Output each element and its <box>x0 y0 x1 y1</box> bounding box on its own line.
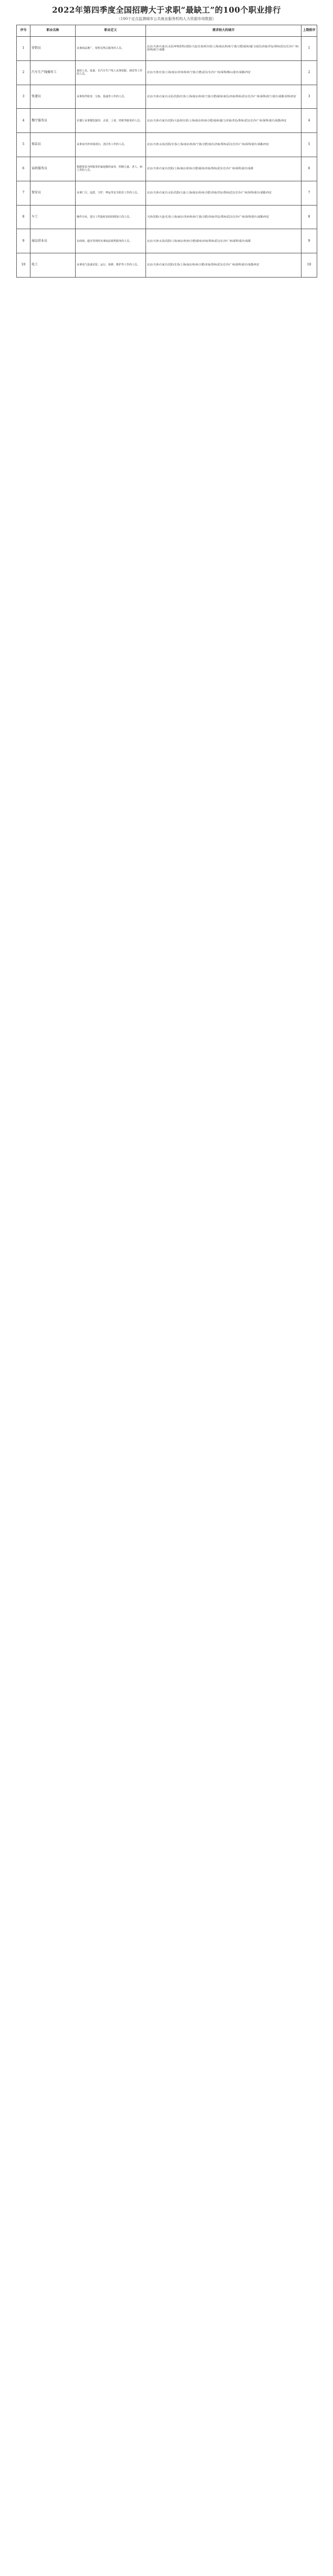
previous-rank-cell: 3 <box>301 85 317 109</box>
occupation-cell: 汽车生产线操作工 <box>30 60 76 85</box>
occupation-cell: 商品营业员 <box>30 229 76 253</box>
rank-cell: 5 <box>17 133 30 157</box>
table-row <box>17 157 317 181</box>
cities-cell: 北京/天津/长春/上海/南京/苏州/杭州/宁波/合肥/武汉/长沙/广州/深圳/佛山/重庆/成都/西安 <box>146 60 301 85</box>
page <box>0 0 333 278</box>
rank-cell: 10 <box>17 253 30 278</box>
rank-cell: 2 <box>17 60 30 85</box>
definition-cell: 在餐厅从事餐饮接待、点菜、上菜、结账等服务的人员。 <box>76 109 146 133</box>
rank-cell: 9 <box>17 229 30 253</box>
rank-cell: 7 <box>17 181 30 205</box>
table-row <box>17 85 317 109</box>
definition-cell: 从事室内外环境清扫、清洁等工作的人员。 <box>76 133 146 157</box>
previous-rank-cell: 2 <box>301 60 317 85</box>
definition-cell: 在商场、超市等场所从事商品销售服务的人员。 <box>76 229 146 253</box>
definition-cell: 操作车床，进行工件旋转表面切削加工的人员。 <box>76 205 146 229</box>
ranking-table <box>16 25 317 278</box>
cities-cell: 北京/天津/石家庄/沈阳/长春/上海/南京/杭州/合肥/济南/郑州/武汉/长沙/广州/深圳/重庆/成都/西安 <box>146 253 301 278</box>
table-header-row <box>17 25 317 37</box>
occupation-cell: 保洁员 <box>30 133 76 157</box>
table-row <box>17 229 317 253</box>
occupation-cell: 电工 <box>30 253 76 278</box>
cities-cell: 北京/天津/太原/沈阳/长春/上海/南京/杭州/宁波/合肥/南昌/济南/郑州/武汉/长沙/广州/深圳/重庆/成都/西安 <box>146 133 301 157</box>
previous-rank-cell: 5 <box>301 133 317 157</box>
occupation-cell: 餐厅服务员 <box>30 109 76 133</box>
table-row <box>17 253 317 278</box>
table-row <box>17 60 317 85</box>
rank-cell: 6 <box>17 157 30 181</box>
definition-cell: 使用工具、设备，在汽车生产线上从事装配、调试等工作的人员。 <box>76 60 146 85</box>
page-subtitle: （100个定点监测城市公共就业服务机构人力资源市场数据） <box>117 17 216 21</box>
header-cities: 需求较大的城市 <box>146 25 301 37</box>
cities-cell: 北京/天津/太原/沈阳/上海/南京/杭州/合肥/福州/济南/郑州/武汉/长沙/广州/深圳/重庆/成都 <box>146 229 301 253</box>
cities-cell: 北京/天津/石家庄/太原/沈阳/大连/上海/南京/杭州/合肥/济南/青岛/郑州/武汉/长沙/广州/深圳/重庆/成都/西安 <box>146 181 301 205</box>
table-row <box>17 133 317 157</box>
occupation-cell: 快递员 <box>30 85 76 109</box>
page-title: 2022年第四季度全国招聘大于求职“最缺工”的100个职业排行 <box>52 5 281 15</box>
rank-cell: 8 <box>17 205 30 229</box>
previous-rank-cell: 6 <box>301 157 317 181</box>
table-row <box>17 205 317 229</box>
cities-cell: 北京/天津/石家庄/太原/呼和浩特/沈阳/大连/长春/哈尔滨/上海/南京/杭州/宁波/合肥/福州/厦门/南昌/济南/青岛/郑州/武汉/长沙/广州/深圳/南宁/成都 <box>146 37 301 61</box>
previous-rank-cell: 8 <box>301 205 317 229</box>
header-definition: 职业定义 <box>76 25 146 37</box>
occupation-cell: 保安员 <box>30 181 76 205</box>
previous-rank-cell: 9 <box>301 229 317 253</box>
header-rank: 序号 <box>17 25 30 37</box>
table-body <box>17 37 317 278</box>
definition-cell: 从事商品推广、销售及售后服务的人员。 <box>76 37 146 61</box>
definition-cell: 从事快件收寄、分拣、投递等工作的人员。 <box>76 85 146 109</box>
rank-cell: 1 <box>17 37 30 61</box>
definition-cell: 从事门卫、巡逻、守护、押运等安全防范工作的人员。 <box>76 181 146 205</box>
previous-rank-cell: 7 <box>301 181 317 205</box>
definition-cell: 从事电气设备安装、运行、检修、维护等工作的人员。 <box>76 253 146 278</box>
cities-cell: 北京/天津/石家庄/太原/沈阳/长春/上海/南京/杭州/宁波/合肥/福州/南昌/济南/郑州/武汉/长沙/广州/深圳/南宁/重庆/成都/昆明/西安 <box>146 85 301 109</box>
header-previous-rank: 上期排序 <box>301 25 317 37</box>
occupation-cell: 车工 <box>30 205 76 229</box>
table-row <box>17 37 317 61</box>
previous-rank-cell: 1 <box>301 37 317 61</box>
occupation-cell: 家政服务员 <box>30 157 76 181</box>
cities-cell: 北京/天津/石家庄/沈阳/上海/南京/杭州/合肥/福州/济南/郑州/武汉/长沙/广州/深圳/重庆/成都 <box>146 157 301 181</box>
rank-cell: 4 <box>17 109 30 133</box>
occupation-cell: 营销员 <box>30 37 76 61</box>
table-row <box>17 181 317 205</box>
previous-rank-cell: 4 <box>301 109 317 133</box>
cities-cell: 天津/沈阳/大连/长春/上海/南京/苏州/杭州/宁波/合肥/济南/青岛/郑州/武汉/长沙/广州/深圳/重庆/成都/西安 <box>146 205 301 229</box>
previous-rank-cell: 10 <box>301 253 317 278</box>
table-row <box>17 109 317 133</box>
definition-cell: 根据要求为所服务的家庭操持家务，照顾儿童、老人、病人等的人员。 <box>76 157 146 181</box>
cities-cell: 北京/天津/石家庄/沈阳/大连/哈尔滨/上海/南京/杭州/合肥/福州/厦门/济南/青岛/郑州/武汉/长沙/广州/深圳/重庆/成都/西安 <box>146 109 301 133</box>
rank-cell: 3 <box>17 85 30 109</box>
header-occupation: 职业名称 <box>30 25 76 37</box>
